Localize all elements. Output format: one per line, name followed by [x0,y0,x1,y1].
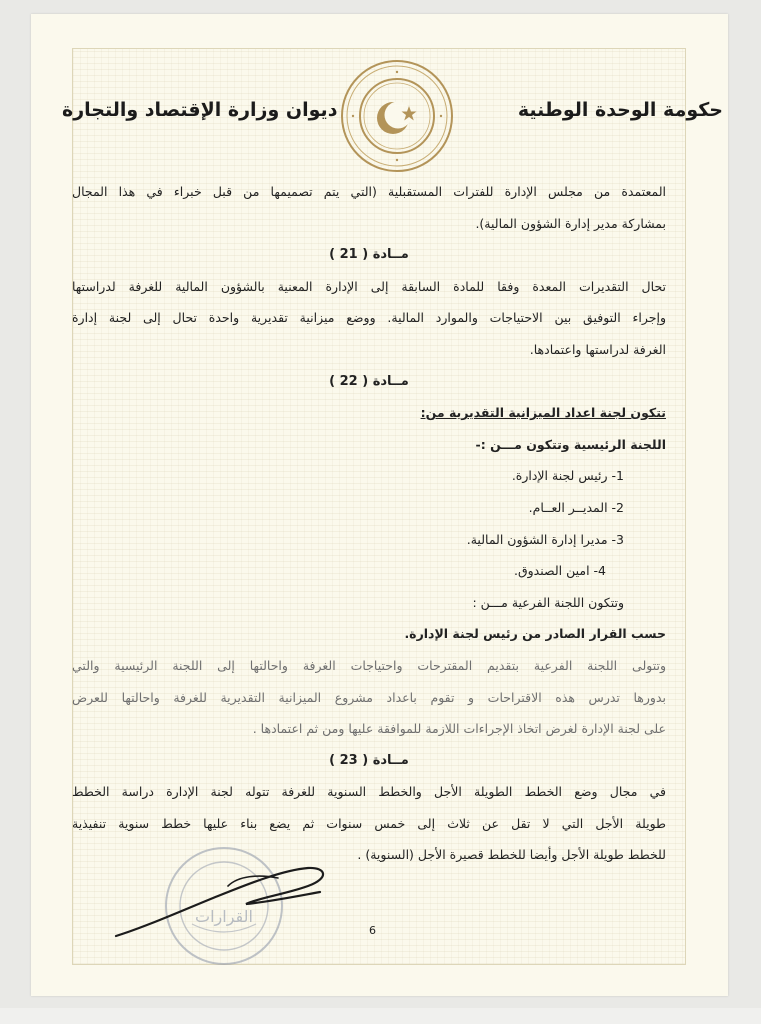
list-item: 3- مديرا إدارة الشؤون المالية. [466,531,624,547]
intro-line: المعتمدة من مجلس الإدارة للفترات المستقبلية (التي يتم تصميمها من قبل خبراء في هذا المجال [72,184,666,199]
article-22-title: مــادة ( 22 ) [329,373,409,389]
article-22-heading: تتكون لجنة اعداد الميزانية التقديرية من: [420,405,666,421]
sub-committee-text: وتتولى اللجنة الفرعية بتقديم المقترحات واحتياجات الغرفة واحالتها إلى اللجنة الرئيسية والتي [72,657,666,673]
ministry-title: ديوان وزارة الإقتصاد والتجارة [62,99,338,121]
article-21-title: مــادة ( 21 ) [329,247,409,263]
article-21-text: وإجراء التوفيق بين الاحتياجات والموارد المالية. ووضع ميزانية تقديرية واحدة تحال إلى لجنة إدارة [72,310,666,326]
seal-label: القرارات [195,907,253,926]
document-body [72,176,666,871]
intro-line: بمشاركة مدير إدارة الشؤون المالية). [475,215,666,231]
list-item: 4- امين الصندوق. [513,563,606,579]
page-number: 6 [369,924,376,937]
article-23-text: طويلة الأجل التي لا تقل عن ثلاث إلى خمس سنوات ثم يضع بناء عليها خطط سنوية تنفيذية [72,815,666,831]
handwritten-signature [108,856,338,946]
article-23-title: مــادة ( 23 ) [329,752,409,768]
list-item: 1- رئيس لجنة الإدارة. [511,468,624,484]
article-23-text: في مجال وضع الخطط الطويلة الأجل والخطط السنوية للغرفة تتوله لجنة الإدارة دراسة الخطط [72,784,666,800]
article-21-text: الغرفة لدراستها واعتمادها. [529,341,666,357]
decision-line: حسب القرار الصادر من رئيس لجنة الإدارة. [404,626,666,642]
sub-committee-text: على لجنة الإدارة لغرض اتخاذ الإجراءات اللازمة للموافقة عليها ومن ثم اعتمادها . [252,721,666,737]
emblem-logo [339,58,455,174]
sub-committee-text: بدورها تدرس هذه الاقتراحات و تقوم باعداد مشروع الميزانية التقديرية للغرفة واحالتها للعرض [72,689,666,705]
viewer-bottom-strip [0,1008,761,1024]
article-23-text: للخطط طويلة الأجل وأيضا للخطط قصيرة الأجل (السنوية) . [357,847,666,863]
article-21-text: تحال التقديرات المعدة وفقا للمادة السابقة إلى الإدارة المعنية بالشؤون المالية للغرفة لدراستها [72,278,666,294]
crescent-star-icon [377,102,417,135]
main-committee-label: اللجنة الرئيسية وتتكون مـــن :- [475,436,666,452]
sub-committee-label: وتتكون اللجنة الفرعية مـــن : [472,594,624,610]
government-title: حكومة الوحدة الوطنية [517,99,723,121]
list-item: 2- المديــر العــام. [528,499,624,515]
